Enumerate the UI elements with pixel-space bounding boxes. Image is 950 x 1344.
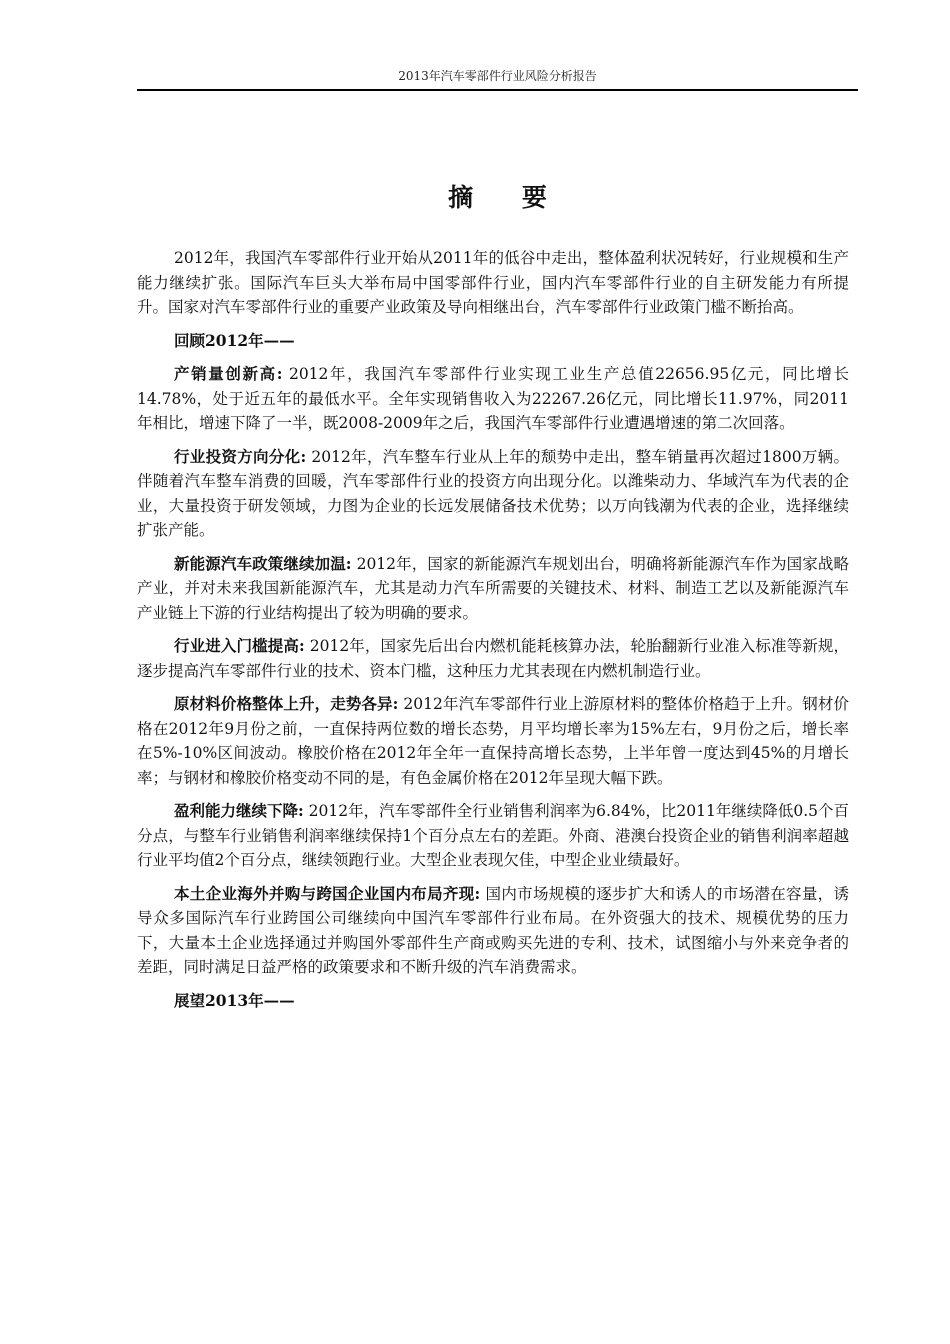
review-item-lead: 原材料价格整体上升，走势各异: [174, 694, 399, 713]
review-item-investment [137, 445, 849, 543]
review-item-body: 2012年，国家先后出台内燃机能耗核算办法，轮胎翻新行业准入标准等新规，逐步提高汽车零部件行业的技术、资本门槛，这种压力尤其表现在内燃机制造行业。 [137, 637, 849, 680]
review-item-profitability [137, 799, 849, 873]
review-item-entry-barrier [137, 634, 849, 683]
review-item-body: 2012年汽车零部件行业上游原材料的整体价格趋于上升。钢材价格在2012年9月份之前，一直保持两位数的增长态势，月平均增长率为15%左右，9月份之后，增长率在5%-10%区间波动。橡胶价格在2012年全年一直保持高增长态势，上半年曾一度达到45%的月增长率；与钢材和橡胶价格变动不同的是，有色金属价格在2012年呈现大幅下跌。 [137, 695, 849, 787]
header-rule [137, 89, 858, 91]
review-item-body: 2012年，汽车整车行业从上年的颓势中走出，整车销量再次超过1800万辆。伴随着汽车整车消费的回暖，汽车零部件行业的投资方向出现分化。以潍柴动力、华域汽车为代表的企业，大量投资于研发领域，力图为企业的长远发展储备技术优势；以万向钱潮为代表的企业，选择继续扩张产能。 [137, 447, 849, 539]
review-item-body: 2012年，国家的新能源汽车规划出台，明确将新能源汽车作为国家战略产业，并对未来我国新能源汽车，尤其是动力汽车所需要的关键技术、材料、制造工艺以及新能源汽车产业链上下游的行业结构提出了较为明确的要求。 [137, 554, 849, 622]
intro-paragraph: 2012年，我国汽车零部件行业开始从2011年的低谷中走出，整体盈利状况转好，行业规模和生产能力继续扩张。国际汽车巨头大举布局中国零部件行业，国内汽车零部件行业的自主研发能力有所提升。国家对汽车零部件行业的重要产业政策及导向相继出台，汽车零部件行业政策门槛不断抬高。 [137, 249, 849, 316]
review-item-output [137, 362, 849, 436]
review-item-lead: 本土企业海外并购与跨国企业国内布局齐现: [174, 883, 481, 903]
review-item-lead: 行业进入门槛提高: [174, 636, 305, 655]
document-title: 摘 要 [448, 183, 567, 212]
review-item-raw-materials [137, 692, 849, 790]
review-item-lead: 产销量创新高: [174, 364, 283, 383]
review-item-body: 2012年，汽车零部件全行业销售利润率为6.84%，比2011年继续降低0.5个百分点，与整车行业销售利润率继续保持1个百分点左右的差距。外商、港澳台投资企业的销售利润率超越行业平均值2个百分点，继续领跑行业。大型企业表现欠佳，中型企业业绩最好。 [137, 802, 849, 869]
review-item-lead: 新能源汽车政策继续加温: [174, 553, 352, 573]
review-item-lead: 盈利能力继续下降: [174, 801, 304, 820]
review-item-new-energy [137, 552, 849, 626]
review-item-body: 国内市场规模的逐步扩大和诱人的市场潜在容量，诱导众多国际汽车行业跨国公司继续向中国汽车零部件行业布局。在外资强大的技术、规模优势的压力下，大量本土企业选择通过并购国外零部件生产商或购买先进的专利、技术，试图缩小与外来竞争者的差距，同时满足日益严格的政策要求和不断升级的汽车消费需求。 [137, 884, 849, 976]
review-item-lead: 行业投资方向分化: [174, 446, 307, 466]
page-header: 2013年汽车零部件行业风险分析报告 [398, 69, 597, 83]
review-item-mergers [137, 882, 849, 980]
outlook-heading: 展望2013年—— [174, 990, 295, 1010]
review-item-body: 2012年，我国汽车零部件行业实现工业生产总值22656.95亿元，同比增长14.78%，处于近五年的最低水平。全年实现销售收入为22267.26亿元，同比增长11.97%，同2011年相比，增速下降了一半，既2008-2009年之后，我国汽车零部件行业遭遇增速的第二次回落。 [137, 365, 849, 432]
review-heading: 回顾2012年—— [174, 330, 295, 350]
document-body [137, 246, 849, 1022]
